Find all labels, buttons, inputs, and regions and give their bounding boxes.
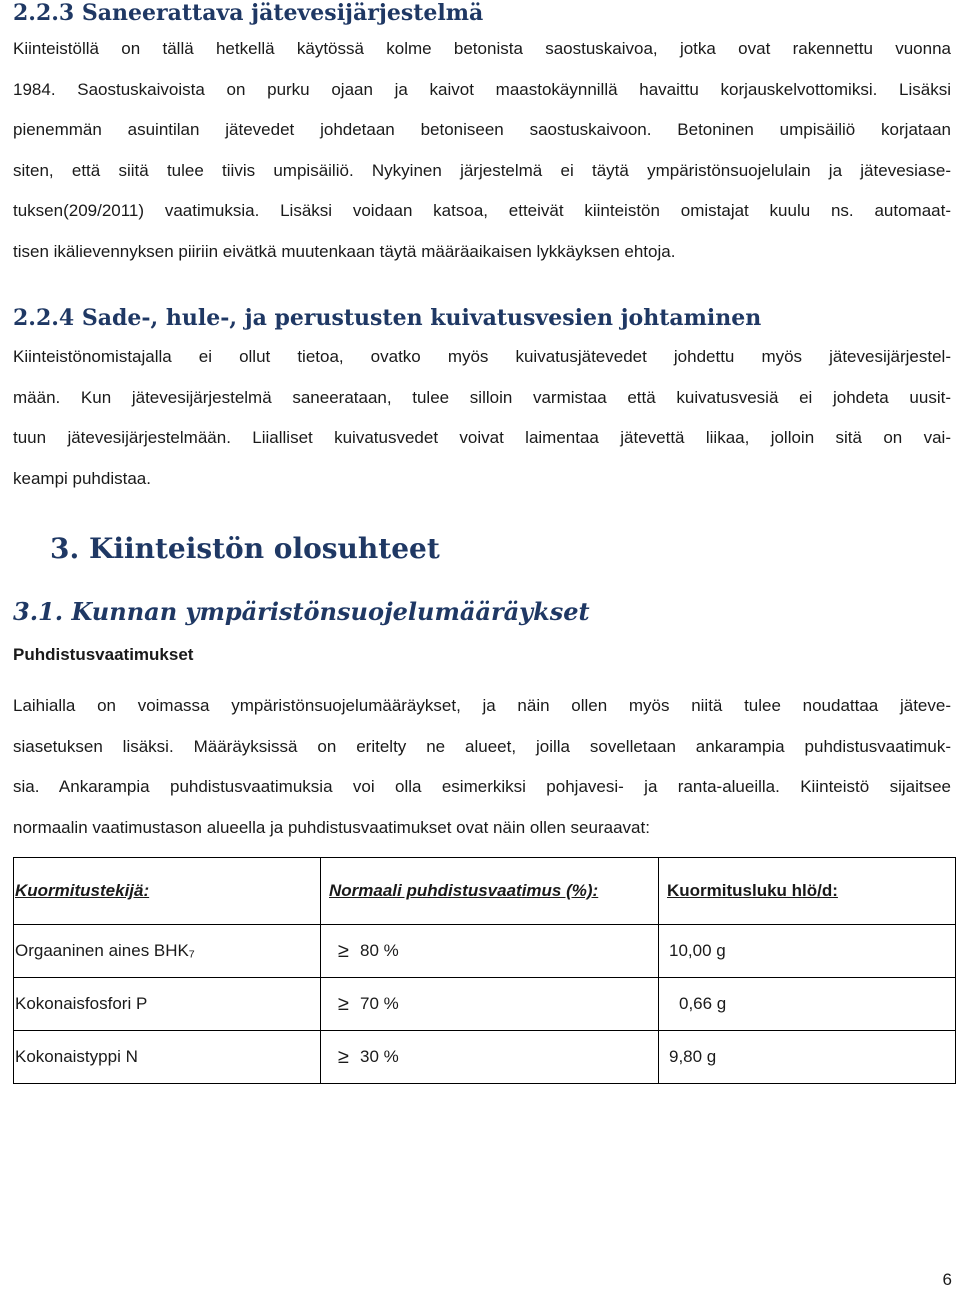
paragraph-line: tuksen(209/2011) vaatimuksia. Lisäksi voidaan katsoa, etteivät kiinteistön omistajat kuulu ns. automaat- <box>13 201 951 220</box>
greater-equal-icon: ≥ <box>338 992 349 1015</box>
table-cell-load: 0,66 g <box>659 978 956 1031</box>
heading-3: 3. Kiinteistön olosuhteet <box>50 532 440 565</box>
paragraph-line: normaalin vaatimustason alueella ja puhdistusvaatimukset ovat näin ollen seuraavat: <box>13 817 650 837</box>
table-cell-requirement: ≥ 80 % <box>321 925 659 978</box>
table-row <box>14 925 956 978</box>
greater-equal-icon: ≥ <box>338 1045 349 1068</box>
table-cell-factor: Kokonaistyppi N <box>14 1031 321 1084</box>
page-number: 6 <box>942 1270 952 1289</box>
paragraph-line: tisen ikälievennyksen piiriin eivätkä muutenkaan täytä määräaikaisen lykkäyksen ehtoja. <box>13 241 676 261</box>
table-cell-factor: Kokonaisfosfori P <box>14 978 321 1031</box>
paragraph-3-1 <box>13 686 951 848</box>
paragraph-2-2-4 <box>13 337 951 499</box>
heading-2-2-4: 2.2.4 Sade-, hule-, ja perustusten kuivatusvesien johtaminen <box>13 305 762 331</box>
purification-requirements-table <box>13 857 956 1084</box>
paragraph-line: tuun jätevesijärjestelmään. Liialliset kuivatusvedet voivat laimentaa jätevettä liikaa, jolloin sitä on vai- <box>13 428 951 447</box>
table-cell-factor: Orgaaninen aines BHK₇ <box>14 925 321 978</box>
paragraph-line: pienemmän asuintilan jätevedet johdetaan betoniseen saostuskaivoon. Betoninen umpisäiliö korjataan <box>13 120 951 139</box>
paragraph-line: keampi puhdistaa. <box>13 468 151 488</box>
table-row <box>14 978 956 1031</box>
subheading-puhdistusvaatimukset: Puhdistusvaatimukset <box>13 645 194 664</box>
table-row <box>14 1031 956 1084</box>
table-cell-requirement: ≥ 70 % <box>321 978 659 1031</box>
table-header-cell: Normaali puhdistusvaatimus (%): <box>321 858 659 925</box>
paragraph-line: Kiinteistöllä on tällä hetkellä käytössä kolme betonista saostuskaivoa, jotka ovat rakennettu vuonna <box>13 39 951 58</box>
paragraph-line: mään. Kun jätevesijärjestelmä saneerataan, tulee silloin varmistaa että kuivatusvesiä ei johdeta uusit- <box>13 387 951 407</box>
heading-2-2-3: 2.2.3 Saneerattava jätevesijärjestelmä <box>13 0 484 26</box>
table-cell-load: 9,80 g <box>659 1031 956 1084</box>
paragraph-line: Laihialla on voimassa ympäristönsuojelumääräykset, ja näin ollen myös niitä tulee noudattaa jäteve- <box>13 696 951 715</box>
paragraph-line: siten, että siitä tulee tiivis umpisäiliö. Nykyinen järjestelmä ei täytä ympäristönsuojelulain ja jätevesiase- <box>13 160 951 180</box>
paragraph-2-2-3 <box>13 29 951 272</box>
paragraph-line: sia. Ankarampia puhdistusvaatimuksia voi olla esimerkiksi pohjavesi- ja ranta-alueilla. Kiinteistö sijaitsee <box>13 777 951 796</box>
greater-equal-icon: ≥ <box>338 939 349 962</box>
table-header-cell: Kuormitusluku hlö/d: <box>659 858 956 925</box>
paragraph-line: 1984. Saostuskaivoista on purku ojaan ja kaivot maastokäynnillä havaittu korjauskelvottomiksi. Lisäksi <box>13 79 951 99</box>
paragraph-line: Kiinteistönomistajalla ei ollut tietoa, ovatko myös kuivatusjätevedet johdettu myös jätevesijärjestel- <box>13 347 951 366</box>
table-cell-requirement: ≥ 30 % <box>321 1031 659 1084</box>
heading-3-1: 3.1. Kunnan ympäristönsuojelumääräykset <box>13 597 590 626</box>
table-header-row <box>14 858 956 925</box>
table-cell-load: 10,00 g <box>659 925 956 978</box>
paragraph-line: siasetuksen lisäksi. Määräyksissä on eritelty ne alueet, joilla sovelletaan ankarampia puhdistusvaatimuk- <box>13 736 951 756</box>
table-header-cell: Kuormitustekijä: <box>14 858 321 925</box>
